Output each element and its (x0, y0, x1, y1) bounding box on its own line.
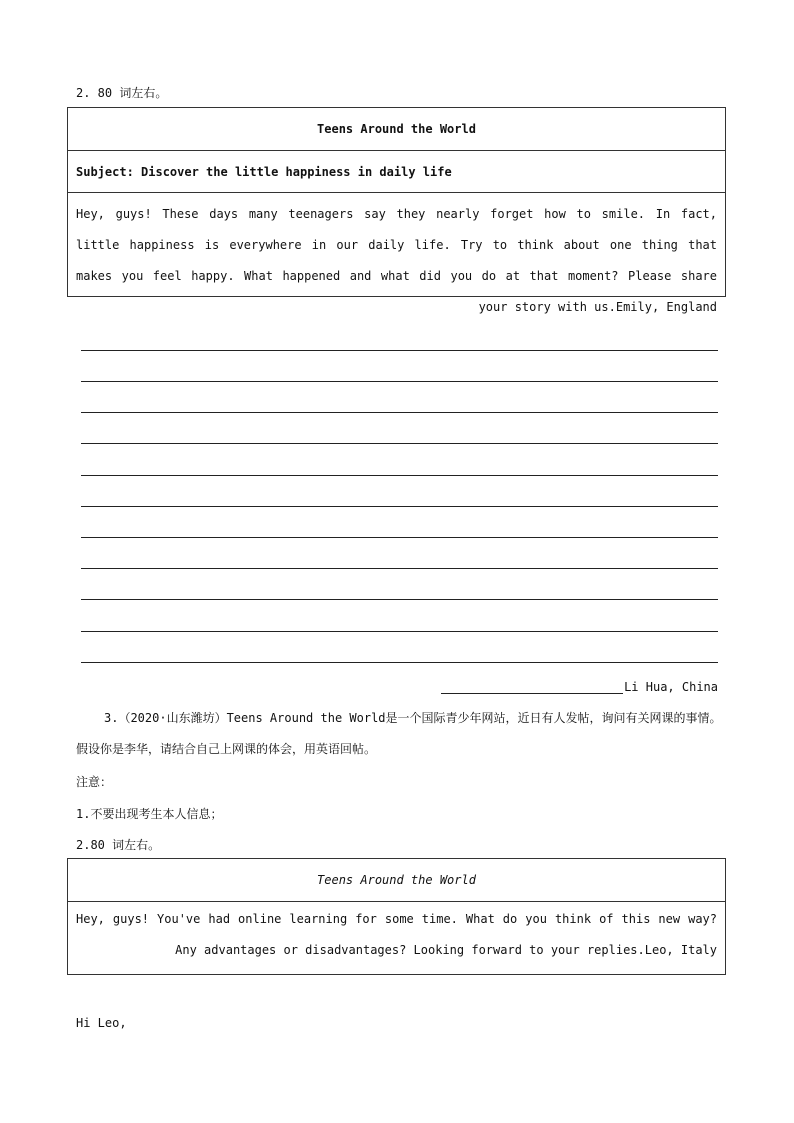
q2-word-count-note: 2. 80 词左右。 (76, 86, 168, 100)
post-box-online-learning (67, 858, 726, 975)
post-body: Hey, guys! These days many teenagers say they nearly forget how to smile. In fact, little happiness is everywhere in our daily life. Try to think about one thing that makes you feel happy. What happened and what did you do at that moment? Please share your story with us.Emily, England (76, 207, 717, 314)
signature-blank[interactable] (441, 681, 623, 694)
q3-instructions: 3.（2020·山东潍坊）Teens Around the World是一个国际青少年网站，近日有人发帖，询问有关网课的事情。假设你是李华，请结合自己上网课的体会，用英语回帖。 (76, 711, 722, 756)
answer-line[interactable] (81, 506, 718, 507)
signature-row (441, 680, 718, 694)
answer-line[interactable] (81, 599, 718, 600)
answer-line[interactable] (81, 443, 718, 444)
answer-line[interactable] (81, 350, 718, 351)
signature-text: Li Hua, China (624, 680, 718, 694)
post-subject: Subject: Discover the little happiness in daily life (68, 151, 725, 193)
reply-greeting: Hi Leo, (76, 1016, 127, 1030)
post-title: Teens Around the World (68, 108, 725, 151)
answer-line[interactable] (81, 662, 718, 663)
answer-line[interactable] (81, 412, 718, 413)
q3-note-2: 2.80 词左右。 (76, 838, 161, 852)
post-box-happiness (67, 107, 726, 314)
post-body: Hey, guys! You've had online learning for some time. What do you think of this new way? Any advantages or disadvantages? Looking forward to your replies.Leo, Italy (76, 912, 717, 957)
q3-note-1: 1.不要出现考生本人信息； (76, 807, 223, 821)
answer-line[interactable] (81, 631, 718, 632)
answer-line[interactable] (81, 381, 718, 382)
post-title: Teens Around the World (68, 859, 725, 902)
q3-note-label: 注意： (76, 775, 113, 789)
answer-line[interactable] (81, 568, 718, 569)
answer-line[interactable] (81, 475, 718, 476)
answer-line[interactable] (81, 537, 718, 538)
